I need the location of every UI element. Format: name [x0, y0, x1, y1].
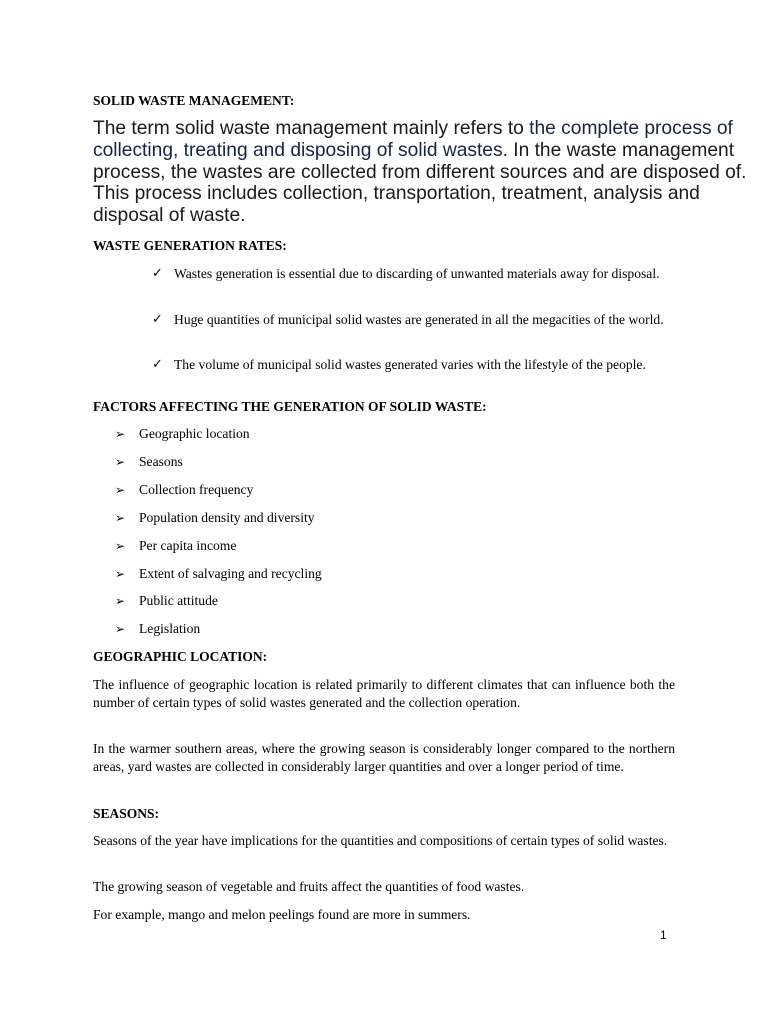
arrowhead-icon: ➢	[115, 427, 126, 441]
intro-highlighted-definition: the complete process of collecting, treating and disposing of solid wastes	[93, 118, 733, 161]
seasons-paragraph: The growing season of vegetable and fruits affect the quantities of food wastes.	[93, 879, 525, 894]
heading-factors: FACTORS AFFECTING THE GENERATION OF SOLID WASTE:	[93, 399, 487, 414]
page-number: 1	[660, 928, 667, 942]
heading-geographic-location: GEOGRAPHIC LOCATION:	[93, 649, 268, 664]
factor-list-item	[115, 453, 183, 471]
intro-paragraph	[93, 118, 765, 227]
intro-text-end: . In the waste management process, the wastes are collected from different sources and are disposed of. This process includes collection, transportation, treatment, analysis and disposal of waste.	[93, 139, 747, 227]
factor-list-item	[115, 425, 250, 443]
intro-text-start: The term solid waste management mainly refers to	[93, 118, 530, 139]
factor-list-item	[115, 481, 253, 499]
seasons-paragraph: For example, mango and melon peelings found are more in summers.	[93, 907, 471, 922]
arrowhead-icon: ➢	[115, 622, 126, 636]
factor-list-item-text: Per capita income	[139, 538, 237, 553]
factor-list-item-text: Legislation	[139, 621, 201, 636]
checklist-item-text: The volume of municipal solid wastes generated varies with the lifestyle of the people.	[174, 357, 646, 372]
check-icon: ✓	[152, 266, 163, 281]
checklist-item	[152, 356, 675, 374]
arrowhead-icon: ➢	[115, 483, 126, 497]
checklist-item-text: Huge quantities of municipal solid wastes are generated in all the megacities of the world.	[174, 312, 664, 327]
checklist-item	[152, 311, 675, 329]
geographic-paragraph: In the warmer southern areas, where the growing season is considerably longer compared to the northern areas, yard wastes are collected in considerably larger quantities and over a longer period of time.	[93, 741, 675, 774]
factor-list-item	[115, 592, 218, 610]
factor-list-item-text: Collection frequency	[139, 482, 254, 497]
checklist-item-text: Wastes generation is essential due to discarding of unwanted materials away for disposal.	[174, 266, 660, 281]
seasons-paragraph: Seasons of the year have implications for the quantities and compositions of certain types of solid wastes.	[93, 833, 668, 848]
check-icon: ✓	[152, 312, 163, 327]
factor-list-item	[115, 565, 322, 583]
factor-list-item	[115, 509, 315, 527]
geographic-paragraph: The influence of geographic location is related primarily to different climates that can influence both the number of certain types of solid wastes generated and the collection operation.	[93, 677, 675, 710]
factor-list-item	[115, 537, 236, 555]
factor-list-item	[115, 620, 200, 638]
check-icon: ✓	[152, 357, 163, 372]
factor-list-item-text: Seasons	[139, 454, 183, 469]
factor-list-item-text: Geographic location	[139, 426, 250, 441]
heading-waste-generation-rates: WASTE GENERATION RATES:	[93, 238, 287, 253]
arrowhead-icon: ➢	[115, 511, 126, 525]
factor-list-item-text: Population density and diversity	[139, 510, 315, 525]
factor-list-item-text: Public attitude	[139, 593, 218, 608]
arrowhead-icon: ➢	[115, 567, 126, 581]
factor-list-item-text: Extent of salvaging and recycling	[139, 566, 322, 581]
arrowhead-icon: ➢	[115, 455, 126, 469]
arrowhead-icon: ➢	[115, 539, 126, 553]
heading-seasons: SEASONS:	[93, 806, 160, 821]
arrowhead-icon: ➢	[115, 594, 126, 608]
heading-solid-waste-management: SOLID WASTE MANAGEMENT:	[93, 93, 295, 108]
checklist-item	[152, 265, 675, 283]
